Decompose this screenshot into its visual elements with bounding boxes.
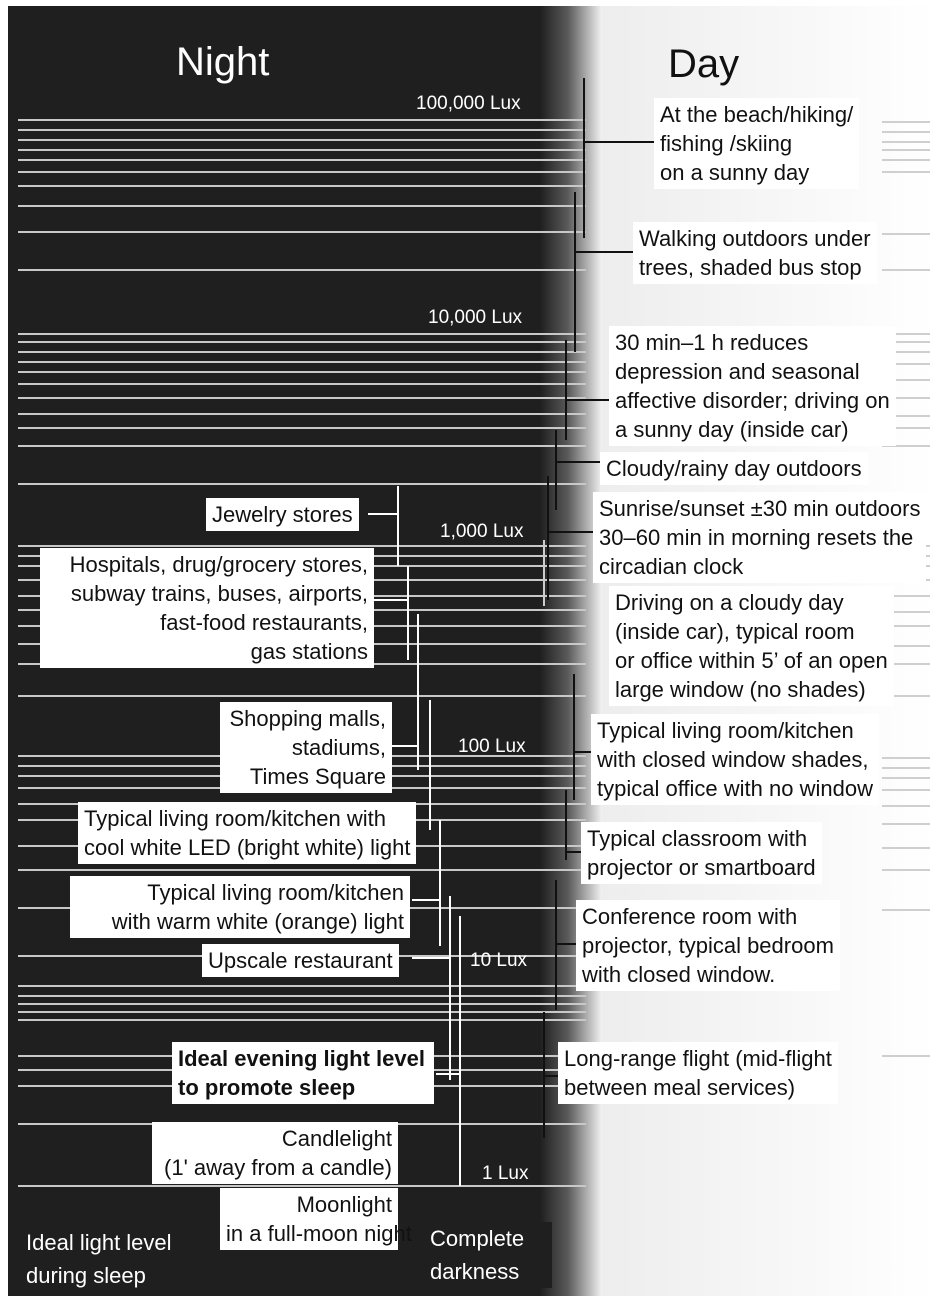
day-label-shade: Walking outdoors under trees, shaded bus stop: [633, 222, 877, 284]
lux-mark-1: 1 Lux: [482, 1163, 529, 1184]
lux-mark-1000: 1,000 Lux: [440, 521, 524, 542]
day-label-sunrise: Sunrise/sunset ±30 min outdoors 30–60 min in morning resets the circadian clock: [593, 492, 926, 583]
day-label-beach: At the beach/hiking/ fishing /skiing on a sunny day: [654, 98, 859, 189]
lux-mark-100: 100 Lux: [458, 736, 526, 757]
night-label-jewelry: Jewelry stores: [206, 498, 359, 531]
night-label-hospitals: Hospitals, drug/grocery stores, subway trains, buses, airports, fast-food restaurants, gas stations: [40, 548, 374, 668]
label-ideal-sleep: Ideal light level during sleep: [26, 1226, 172, 1292]
night-label-restaurant: Upscale restaurant: [202, 944, 399, 977]
night-label-ideal-evening: Ideal evening light level to promote sleep: [172, 1042, 434, 1104]
day-label-classroom: Typical classroom with projector or smartboard: [581, 822, 822, 884]
night-label-moonlight: Moonlight in a full-moon night: [220, 1188, 398, 1250]
lux-mark-100000: 100,000 Lux: [416, 93, 521, 114]
night-label-malls: Shopping malls, stadiums, Times Square: [220, 702, 392, 793]
night-label-candle: Candlelight (1' away from a candle): [152, 1122, 398, 1184]
day-header: Day: [668, 42, 740, 86]
day-label-flight: Long-range flight (mid-flight between meal services): [558, 1042, 838, 1104]
label-complete-darkness: Complete darkness: [420, 1222, 552, 1288]
day-label-cloudy: Cloudy/rainy day outdoors: [600, 452, 868, 485]
lux-mark-10000: 10,000 Lux: [428, 307, 523, 328]
night-label-led: Typical living room/kitchen with cool white LED (bright white) light: [78, 802, 416, 864]
night-header: Night: [176, 40, 270, 84]
day-label-living-closed: Typical living room/kitchen with closed window shades, typical office with no window: [591, 714, 879, 805]
night-label-warm: Typical living room/kitchen with warm white (orange) light: [70, 876, 410, 938]
day-label-conference: Conference room with projector, typical bedroom with closed window.: [576, 900, 840, 991]
lux-mark-10: 10 Lux: [470, 950, 528, 971]
day-label-driving-cloudy: Driving on a cloudy day (inside car), typical room or office within 5’ of an open large window (no shades): [609, 586, 894, 706]
day-label-therapy: 30 min–1 h reduces depression and seasonal affective disorder; driving on a sunny day (inside car): [609, 326, 896, 446]
